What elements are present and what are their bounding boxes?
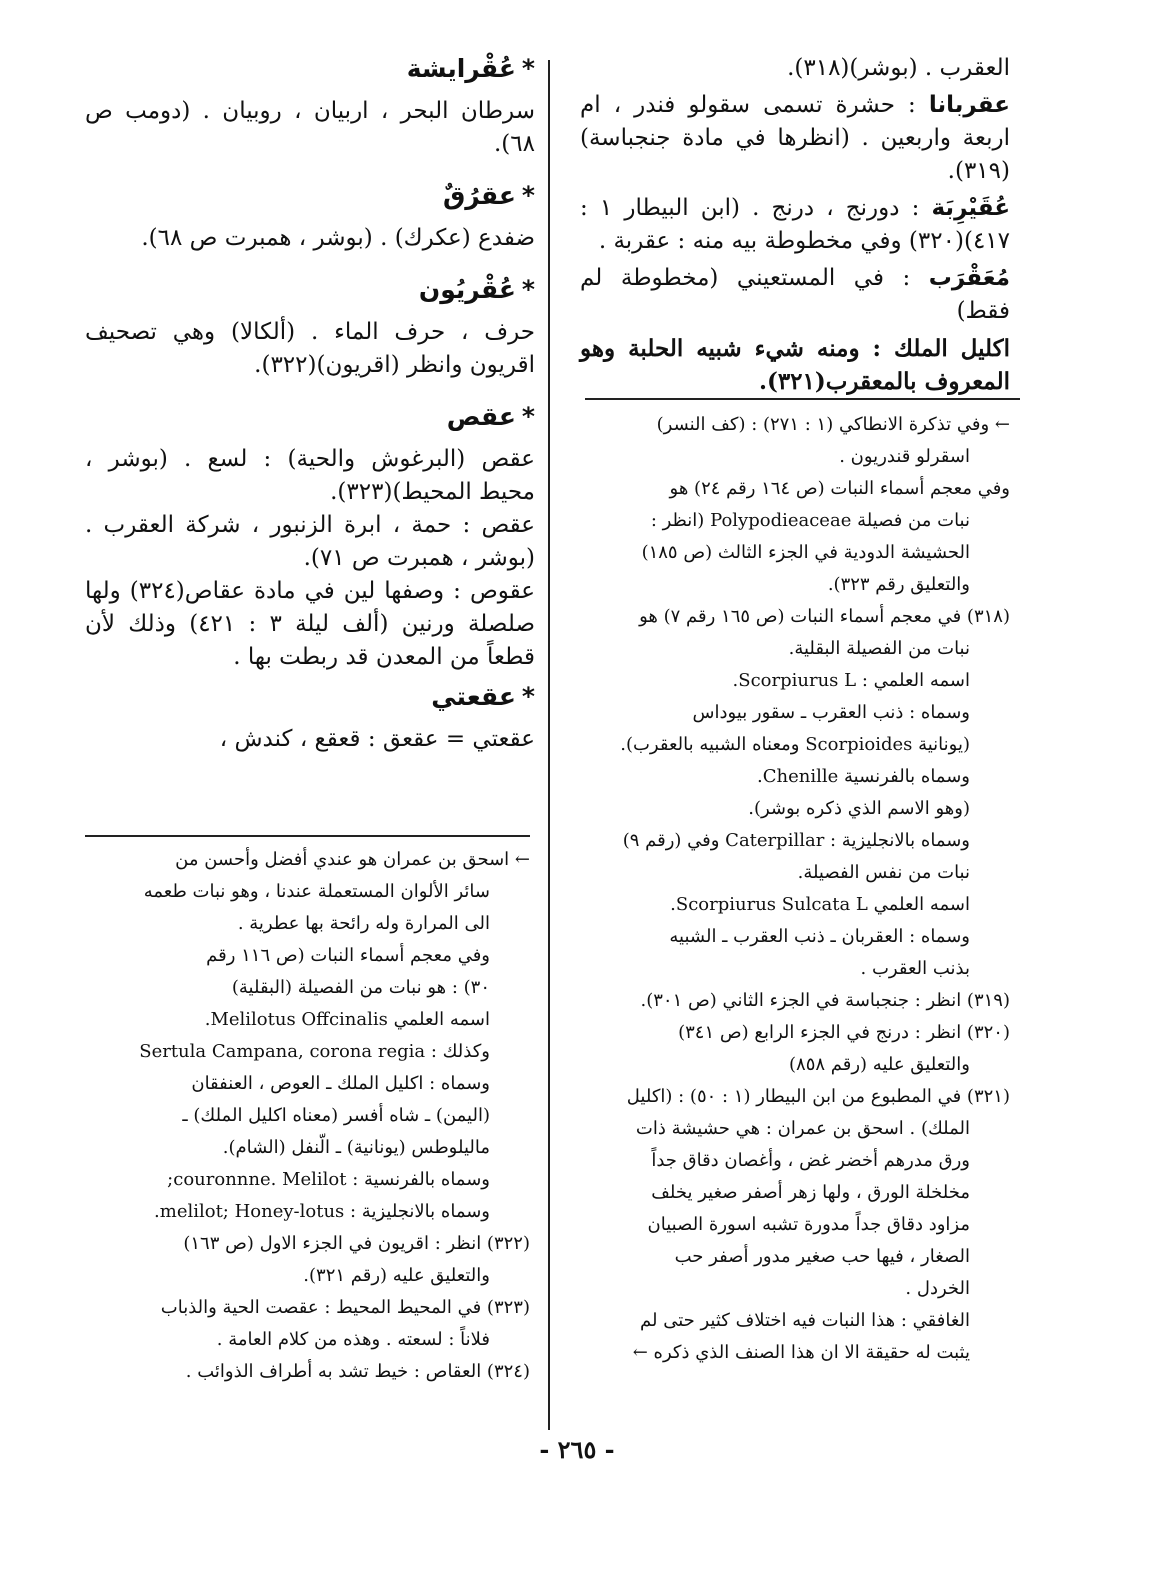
footnote-line: ← اسحق بن عمران هو عندي أفضل وأحسن من: [175, 849, 530, 870]
footnote-line: (٣٢٣) في المحيط المحيط : عقصت الحية والذباب: [160, 1297, 530, 1318]
section-aqs: [85, 400, 535, 674]
section-aqruq: [85, 179, 535, 255]
footnote-line: مخلخلة الورق ، ولها زهر أصفر صغير يخلف: [651, 1182, 970, 1203]
footnote-line: يثبت له حقيقة الا ان هذا الصنف الذي ذكره ←: [632, 1342, 970, 1363]
entry-uqayriba: عُقَيْرِبَة : دورنج ، درنج . (ابن البيطار ١ : ٤١٧)(٣٢٠) وفي مخطوطة بيه منه : عقربة .: [580, 195, 1011, 254]
footnote-line: الخردل .: [905, 1278, 970, 1299]
column-divider: [548, 60, 550, 1430]
section-uqraysha: [85, 52, 535, 161]
footnote-line: (٣٢٤) العقاص : خيط تشد به أطراف الذوائب .: [185, 1361, 530, 1382]
footnote-line: اسمه العلمي Melilotus Offcinalis.: [204, 1009, 490, 1030]
footnote-line: وكذلك : Sertula Campana, corona regia: [139, 1041, 490, 1062]
section-line: عقعتي = عقعق : قعقع ، كندش ،: [219, 726, 535, 752]
section-line: حرف ، حرف الماء . (ألكالا) وهي تصحيف اقريون وانظر (اقريون)(٣٢٢).: [85, 319, 535, 378]
footnote-line: الحشيشة الدودية في الجزء الثالث (ص ١٨٥): [641, 542, 970, 563]
footnote-line: ورق مدرهم أخضر غض ، وأغصان دقاق جداً: [651, 1150, 970, 1171]
headword: عقربانا: [928, 92, 1010, 118]
section-line: عقوص : وصفها لين في مادة عقاص(٣٢٤) ولها صلصلة ورنين (ألف ليلة ٣ : ٤٢١) وذلك لأن قطعاً من المعدن قد ربطت بها .: [85, 578, 535, 670]
footnote-line: بذنب العقرب .: [860, 958, 970, 979]
footnote-line: وسماه : العقربان ـ ذنب العقرب ـ الشبيه: [669, 926, 970, 947]
footnote-line: والتعليق عليه (رقم ٣٢١).: [303, 1265, 490, 1286]
footnote-line: الملك) . اسحق بن عمران : هي حشيشة ذات: [635, 1118, 970, 1139]
footnote-line: وسماه بالفرنسية : couronnne. Melilot;: [167, 1169, 490, 1190]
left-column: [85, 52, 535, 756]
section-heading: *عقرُقٌ: [442, 181, 535, 210]
section-uqriyun: [85, 273, 535, 382]
headword: مُعَقْرَب: [928, 265, 1010, 291]
footnote-line: والتعليق عليه (رقم ٨٥٨): [789, 1054, 970, 1075]
section-line: عقص (البرغوش والحية) : لسع . (بوشر ، محيط المحيط)(٣٢٣).: [85, 446, 535, 505]
footnote-line: (٣٢١) في المطبوع من ابن البيطار (١ : ٥٠) : (اكليل: [626, 1086, 1010, 1107]
footnote-line: (٣٢٠) انظر : درنج في الجزء الرابع (ص ٣٤١): [678, 1022, 1010, 1043]
footnote-line: وسماه بالانجليزية : melilot; Honey-lotus.: [154, 1201, 490, 1222]
left-footnotes: [100, 845, 530, 1389]
footnote-line: وسماه : ذنب العقرب ـ سقور بيوداس: [692, 702, 970, 723]
footnote-line: نبات من الفصيلة البقلية.: [788, 638, 970, 659]
section-line: سرطان البحر ، اربيان ، روبيان . (دومب ص ٦٨).: [85, 98, 535, 157]
footnote-line: وفي معجم أسماء النبات (ص ١١٦ رقم: [206, 945, 490, 966]
footnote-line: اسمه العلمي : Scorpiurus L.: [732, 670, 970, 691]
footnote-line: (٣٢٢) انظر : اقريون في الجزء الاول (ص ١٦٣): [183, 1233, 530, 1254]
footnote-line: ٣٠) : هو نبات من الفصيلة (البقلية): [231, 977, 490, 998]
section-line: عقص : حمة ، ابرة الزنبور ، شركة العقرب . (بوشر ، همبرت ص ٧١).: [85, 512, 535, 571]
left-sections: [85, 52, 535, 756]
footnote-line: نبات من نفس الفصيلة.: [797, 862, 970, 883]
section-heading: *عقص: [446, 402, 535, 431]
entry-iklil: اكليل الملك : ومنه شيء شبيه الحلبة وهو المعروف بالمعقرب(٣٢١).: [580, 335, 1010, 395]
footnote-line: اسقرلو قندريون .: [839, 446, 970, 467]
footnote-line: والتعليق رقم ٣٢٣).: [827, 574, 970, 595]
footnote-line: ماليلوطس (يونانية) ـ الّنفل (الشام).: [222, 1137, 490, 1158]
footnote-line: وسماه بالفرنسية Chenille.: [757, 766, 970, 787]
entry-aqrabana: عقربانا : حشرة تسمى سقولو فندر ، ام اربعة واربعين . (انظرها في مادة جنجباسة)(٣١٩).: [580, 92, 1010, 184]
section-aqati: [85, 680, 535, 756]
footnote-line: الى المرارة وله رائحة بها عطرية .: [237, 913, 490, 934]
footnote-line: (٣١٩) انظر : جنجباسة في الجزء الثاني (ص ٣٠١).: [640, 990, 1010, 1011]
entry-continuation: العقرب . (بوشر)(٣١٨).: [787, 55, 1010, 81]
footnote-line: الغافقي : هذا النبات فيه اختلاف كثير حتى لم: [640, 1310, 970, 1331]
footnote-line: (يونانية Scorpioides ومعناه الشبيه بالعقرب).: [620, 734, 970, 755]
section-heading: *عُقْرايشة: [406, 54, 535, 83]
section-heading: *عُقْريُون: [418, 275, 535, 304]
right-footnote-rule: [585, 398, 1020, 400]
right-footnotes: [585, 410, 1010, 1370]
footnote-line: (اليمن) ـ شاه أفسر (معناه اكليل الملك) ـ: [182, 1105, 490, 1126]
entry-muaqrab: مُعَقْرَب : في المستعيني (مخطوطة لم فقط): [580, 265, 1010, 324]
footnote-line: اسمه العلمي Scorpiurus Sulcata L.: [670, 894, 970, 915]
footnote-line: فلاناً : لسعته . وهذه من كلام العامة .: [216, 1329, 490, 1350]
footnote-line: سائر الألوان المستعملة عندنا ، وهو نبات طعمه: [143, 881, 490, 902]
footnote-line: وسماه بالانجليزية : Caterpillar وفي (رقم ٩): [622, 830, 970, 851]
footnote-line: الصغار ، فيها حب صغير مدور أصفر حب: [674, 1246, 970, 1267]
footnote-line: مزاود دقاق جداً مدورة تشبه اسورة الصبيان: [647, 1214, 970, 1235]
section-heading: *عقعتي: [431, 682, 535, 711]
footnote-line: وسماه : اكليل الملك ـ العوص ، العنفقان: [191, 1073, 490, 1094]
right-column: [580, 52, 1010, 402]
footnote-line: (وهو الاسم الذي ذكره بوشر).: [748, 798, 970, 819]
footnote-line: وفي معجم أسماء النبات (ص ١٦٤ رقم ٢٤) هو: [669, 478, 1010, 499]
footnote-line: ← وفي تذكرة الانطاكي (١ : ٢٧١) : (كف النسر): [656, 414, 1010, 435]
headword: عُقَيْرِبَة: [931, 195, 1011, 221]
page-number: - ٢٦٥ -: [539, 1435, 615, 1464]
section-line: ضفدع (عكرك) . (بوشر ، همبرت ص ٦٨).: [141, 225, 535, 251]
right-entries: [580, 52, 1010, 398]
left-footnote-rule: [85, 835, 530, 837]
footnote-line: نبات من فصيلة Polypodieaceae (انظر :: [650, 510, 970, 531]
footnote-line: (٣١٨) في معجم أسماء النبات (ص ١٦٥ رقم ٧) هو: [639, 606, 1010, 627]
